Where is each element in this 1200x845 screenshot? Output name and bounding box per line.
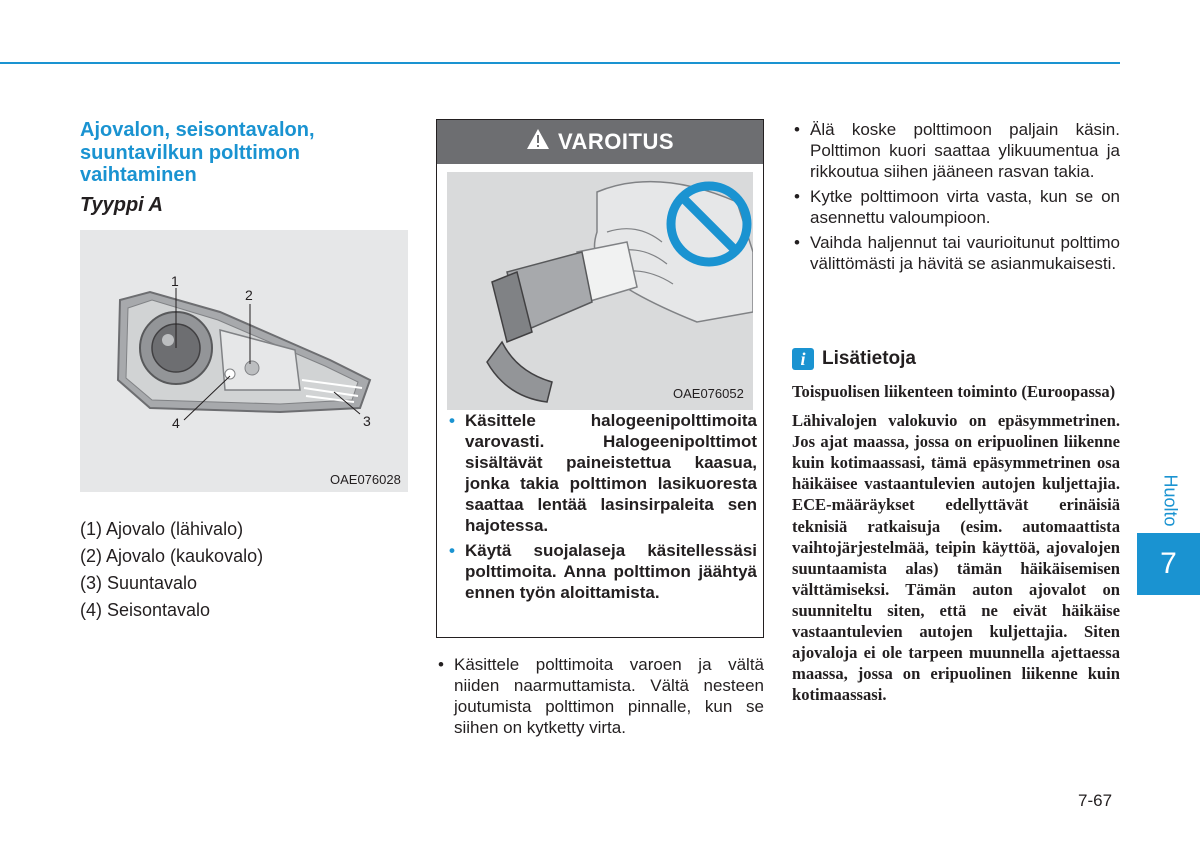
info-icon: i xyxy=(792,348,814,370)
warning-header xyxy=(437,120,763,164)
section-title-line: Ajovalon, seisontavalon, xyxy=(80,119,315,141)
precautions-list xyxy=(792,119,1120,278)
section-title-line: vaihtaminen xyxy=(80,164,197,186)
parts-list xyxy=(80,516,263,624)
section-subtitle: Tyyppi A xyxy=(80,194,163,216)
list-item: • Käsittele halogeenipolttimoita varovasti. Halogeenipolttimot sisältävät paineistettua kaasua, jonka takia polttimon lasikuoresta saattaa lentää lasinsirpaleita sen hajotessa. xyxy=(447,410,757,536)
header-rule xyxy=(0,62,1120,64)
figure-code: OAE076052 xyxy=(673,386,744,401)
callout-4: 4 xyxy=(172,415,180,431)
info-text xyxy=(792,381,1120,705)
info-subtitle: Toispuolisen liikenteen toiminto (Euroopassa) xyxy=(792,382,1116,401)
figure-code: OAE076028 xyxy=(330,472,401,487)
headlamp-illustration xyxy=(80,230,408,492)
warning-title: VAROITUS xyxy=(557,129,675,154)
list-item: • Kytke polttimoon virta vasta, kun se on asennettu valoumpioon. xyxy=(792,186,1120,228)
list-item: (4) Seisontavalo xyxy=(80,600,211,620)
bulb-illustration xyxy=(447,172,753,410)
callout-2: 2 xyxy=(245,287,253,303)
chapter-side-label xyxy=(1150,470,1190,530)
warning-triangle-icon xyxy=(526,128,550,156)
info-title: Lisätietoja xyxy=(822,348,916,369)
list-item: • Älä koske polttimoon paljain käsin. Polttimon kuori saattaa ylikuumentua ja rikkoutua siihen jääneen rasvan takia. xyxy=(792,119,1120,182)
bulb-handling-figure xyxy=(447,172,753,410)
list-item: • Käytä suojalaseja käsitellessäsi polttimoita. Anna polttimon jäähtyä ennen työn aloittamista. xyxy=(447,540,757,603)
list-item: • Vaihda haljennut tai vaurioitunut polttimo välittömästi ja hävitä se asianmukaisesti. xyxy=(792,232,1120,274)
callout-1: 1 xyxy=(171,273,179,289)
warning-box xyxy=(436,119,764,638)
headlamp-figure xyxy=(80,230,408,492)
chapter-name: Huolto xyxy=(1160,473,1181,527)
list-item: (1) Ajovalo (lähivalo) xyxy=(80,519,244,539)
list-item: (3) Suuntavalo xyxy=(80,573,198,593)
warning-list xyxy=(447,410,757,607)
list-item: • Käsittele polttimoita varoen ja vältä niiden naarmuttamista. Vältä nesteen joutumista polttimon pinnalle, kun se siihen on kytketty virta. xyxy=(436,654,764,738)
section-title xyxy=(80,119,380,187)
list-item: (2) Ajovalo (kaukovalo) xyxy=(80,546,264,566)
chapter-tab: 7 xyxy=(1137,533,1200,595)
page-number: 7-67 xyxy=(1078,791,1113,810)
info-header xyxy=(792,348,916,370)
callout-3: 3 xyxy=(363,413,371,429)
info-body: Lähivalojen valokuvio on epäsymmetrinen. Jos ajat maassa, jossa on eripuolinen liikenne kuin kotimaassasi, tämä epäsymmetrinen osa häikäisee vastaantulevien autojen kuljettajia. ECE-määräykset edellyttävät erinäisiä teknisiä ratkaisuja (esim. automaattista vaihtojärjestelmää, teipin käyttöä, ajovalojen suuntaamista alas) tämän häikäisemisen välttämiseksi. Tämän auton ajovalot on suunniteltu siten, että ne eivät häikäise vastaantulevien autojen kuljettajia. Siten ajovaloja ei ole tarpeen muunnella ajettaessa maassa, jossa on eripuolinen liikenne kuin kotimaassasi. xyxy=(792,411,1120,705)
handling-list xyxy=(436,654,764,738)
section-title-line: suuntavilkun polttimon xyxy=(80,141,300,164)
